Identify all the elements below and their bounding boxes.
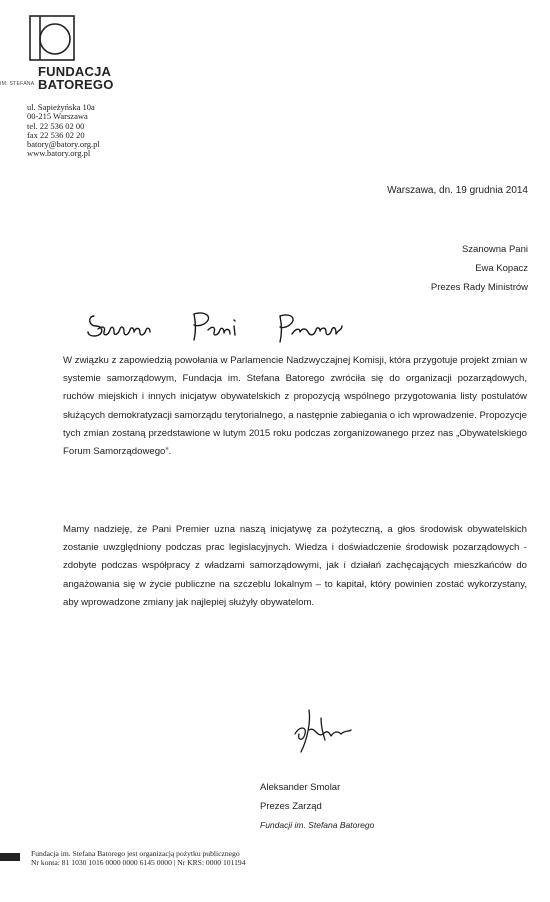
brand-name-line1: FUNDACJA [38,64,112,79]
body-paragraph-2: Mamy nadzieję, że Pani Premier uzna naszą inicjatywę za pożyteczną, a głos środowisk obywatelskich zostanie uwzględniony podczas prac legislacyjnych. Wiedza i doświadczenie środowisk pozarządowych - zdobyte podczas współpracy z władzami samorządowymi, jak i działań zachęcających mieszkańców do angażowania się w życie publiczne na szczeblu lokalnym – to kapitał, który powinien zostać wykorzystany, aby wprowadzone zmiany jak najlepiej służyły obywatelom. [63,524,527,608]
foundation-logo-icon [28,14,76,62]
recipient-salutation: Szanowna Pani [461,244,528,255]
address-email: batory@batory.org.pl [27,139,100,150]
signer-organization: Fundacji im. Stefana Batorego [260,820,375,830]
address-phone: tel. 22 536 02 00 [27,120,85,131]
brand-prefix: IM. STEFANA [0,81,35,87]
page-footer [31,849,246,867]
handwritten-signature [287,704,367,758]
signer-position: Prezes Zarząd [260,801,322,812]
signer-name: Aleksander Smolar [260,782,341,793]
address-street: ul. Sapieżyńska 10a [27,102,95,112]
letter-date: Warszawa, dn. 19 grudnia 2014 [387,185,528,196]
footer-line-1: Fundacja im. Stefana Batorego jest organizacją pożytku publicznego [31,849,240,858]
address-fax: fax 22 536 02 20 [27,129,85,140]
handwritten-greeting [84,304,364,348]
footer-line-2: Nr konta: 81 1030 1016 0000 0000 6145 0000 | Nr KRS: 0000 101194 [31,858,246,868]
brand-name [38,65,114,91]
recipient-title: Prezes Rady Ministrów [430,282,528,293]
letterhead-address [27,103,100,159]
brand-name-line2: BATOREGO [38,77,114,92]
footer-bar [0,853,20,861]
body-paragraph-1: W związku z zapowiedzią powołania w Parlamencie Nadzwyczajnej Komisji, która przygotuje projekt zmian w systemie samorządowym, Fundacja im. Stefana Batorego zwróciła się do organizacji pozarządowych, ruchów miejskich i innych inicjatyw obywatelskich z propozycją wspólnego przygotowania listy postulatów służących demokratyzacji samorządu terytorialnego, a następnie zabiegania o ich wprowadzenie. Propozycje tych zmian zostaną przedstawione w lutym 2015 roku podczas zorganizowanego przez nas „Obywatelskiego Forum Samorządowego”. [63,355,527,458]
signer-block [260,778,374,835]
recipient-block [431,240,528,297]
recipient-name: Ewa Kopacz [475,263,528,274]
address-website: www.batory.org.pl [27,148,91,159]
address-city: 00-215 Warszawa [27,111,88,122]
